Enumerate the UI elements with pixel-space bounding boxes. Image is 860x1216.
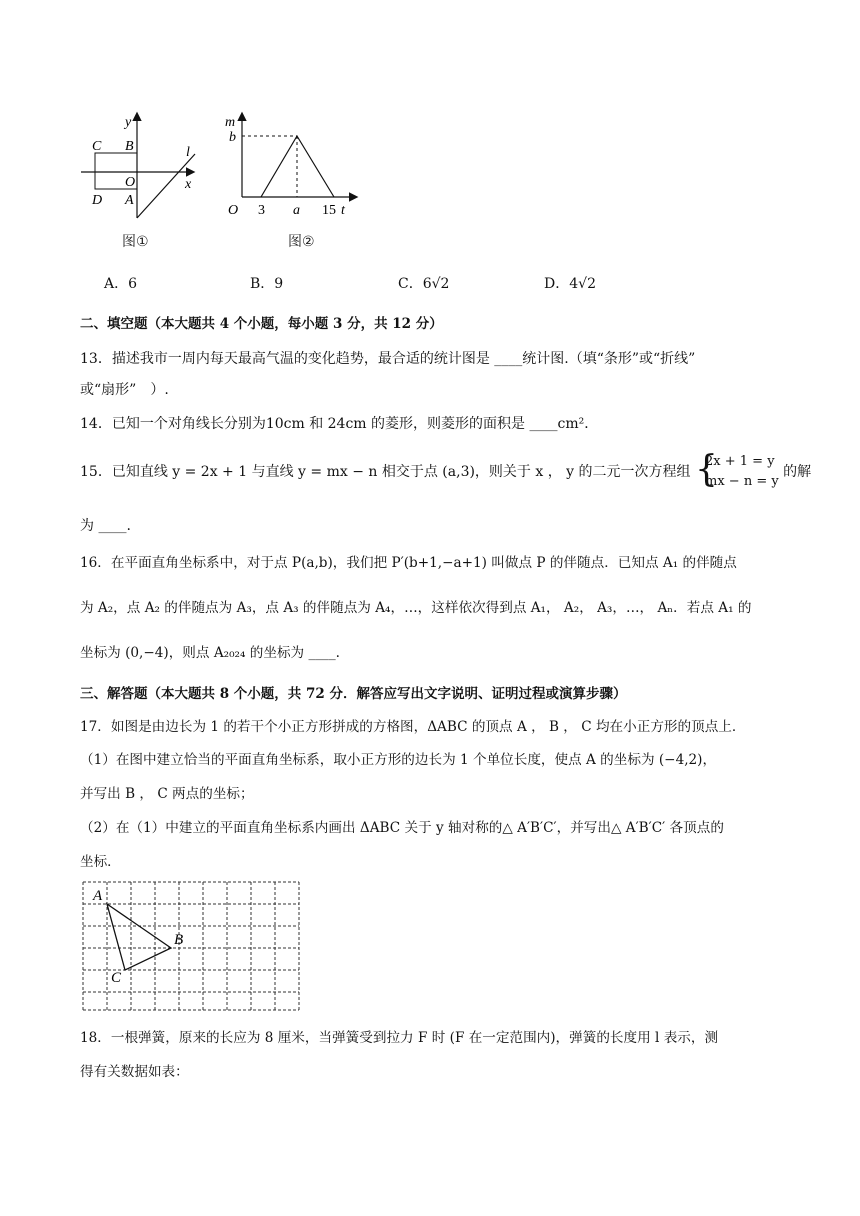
section-3-title: 三、解答题（本大题共 8 个小题，共 72 分．解答应写出文字说明、证明过程或演算步骤） [80,686,627,702]
label-b: b [229,130,236,145]
q13-line-1: 13．描述我市一周内每天最高气温的变化趋势，最合适的统计图是 ____统计图.（填“条形”或“折线” [80,351,696,367]
option-d-value: 4√2 [569,276,596,292]
figure-2 [222,108,362,254]
equation-1: 2x + 1 = y [705,454,775,469]
label-a: a [293,203,300,218]
figure-2-caption: 图② [288,234,315,250]
option-b [250,274,283,294]
option-a-value: 6 [128,276,138,292]
label-o: O [228,203,239,218]
label-b: B [125,139,134,154]
label-15: 15 [322,203,336,218]
q13-line-2: 或“扇形” ）. [80,382,169,398]
label-l: l [186,145,190,160]
q16-line-3: 坐标为 (0,−4)，则点 A₂₀₂₄ 的坐标为 ____. [80,645,340,661]
label-3: 3 [258,203,265,218]
q17-line-2: （1）在图中建立恰当的平面直角坐标系，取小正方形的边长为 1 个单位长度，使点 A 的坐标为 (−4,2)， [80,752,717,768]
q17-line-3: 并写出 B ， C 两点的坐标； [80,786,254,802]
equation-system [695,449,779,492]
label-d: D [92,193,103,208]
q15-line-2: 为 ____. [80,518,131,534]
q15-before: 15．已知直线 y = 2x + 1 与直线 y = mx − n 相交于点 (a,3)，则关于 x ， y 的二元一次方程组 [80,464,691,480]
grid-label-c: C [111,970,122,986]
option-c-value: 6√2 [422,276,450,292]
q16-line-2: 为 A₂，点 A₂ 的伴随点为 A₃，点 A₃ 的伴随点为 A₄，…，这样依次得到点 A₁， A₂， A₃，…， Aₙ．若点 A₁ 的 [80,600,752,616]
q16-line-1: 16．在平面直角坐标系中，对于点 P(a,b)，我们把 P′(b+1,−a+1) 叫做点 P 的伴随点．已知点 A₁ 的伴随点 [80,555,737,571]
q18-line-1: 18．一根弹簧，原来的长应为 8 厘米，当弹簧受到拉力 F 时 (F 在一定范围内)，弹簧的长度用 l 表示，测 [80,1030,719,1046]
label-o: O [125,175,136,190]
option-c-letter: C． [398,276,423,292]
q17-line-4: （2）在（1）中建立的平面直角坐标系内画出 ΔABC 关于 y 轴对称的△ A′B′C′，并写出△ A′B′C′ 各顶点的 [80,820,724,836]
label-m: m [225,115,236,130]
section-2-title: 二、填空题（本大题共 4 个小题，每小题 3 分，共 12 分） [80,316,443,332]
equation-2: mx − n = y [705,474,779,489]
option-a [104,274,137,294]
grid-label-b: B [174,932,184,948]
grid-label-a: A [93,888,103,904]
figure-1 [75,108,205,254]
option-d-letter: D． [544,276,570,292]
dashed-grid [83,882,299,1010]
figure-1-caption: 图① [122,234,149,250]
q15-after: 的解 [783,464,812,480]
label-x: x [185,177,192,192]
q15-line-1 [80,449,812,492]
option-a-letter: A． [104,276,129,292]
label-a: A [125,193,134,208]
triangle-abc [107,904,171,970]
option-b-letter: B． [250,276,275,292]
q17-line-5: 坐标． [80,854,121,870]
brace-icon: { [695,449,718,490]
grid-figure [80,878,306,1018]
label-c: C [92,139,102,154]
label-t: t [341,203,345,218]
option-d [544,274,596,294]
option-c [398,274,449,294]
q14-text: 14．已知一个对角线长分别为10cm 和 24cm 的菱形，则菱形的面积是 ____cm²． [80,416,599,432]
option-b-value: 9 [274,276,284,292]
q17-line-1: 17．如图是由边长为 1 的若干个小正方形拼成的方格图，ΔABC 的顶点 A ， B ， C 均在小正方形的顶点上． [80,719,746,735]
label-y: y [125,115,132,130]
q18-line-2: 得有关数据如表： [80,1064,189,1080]
